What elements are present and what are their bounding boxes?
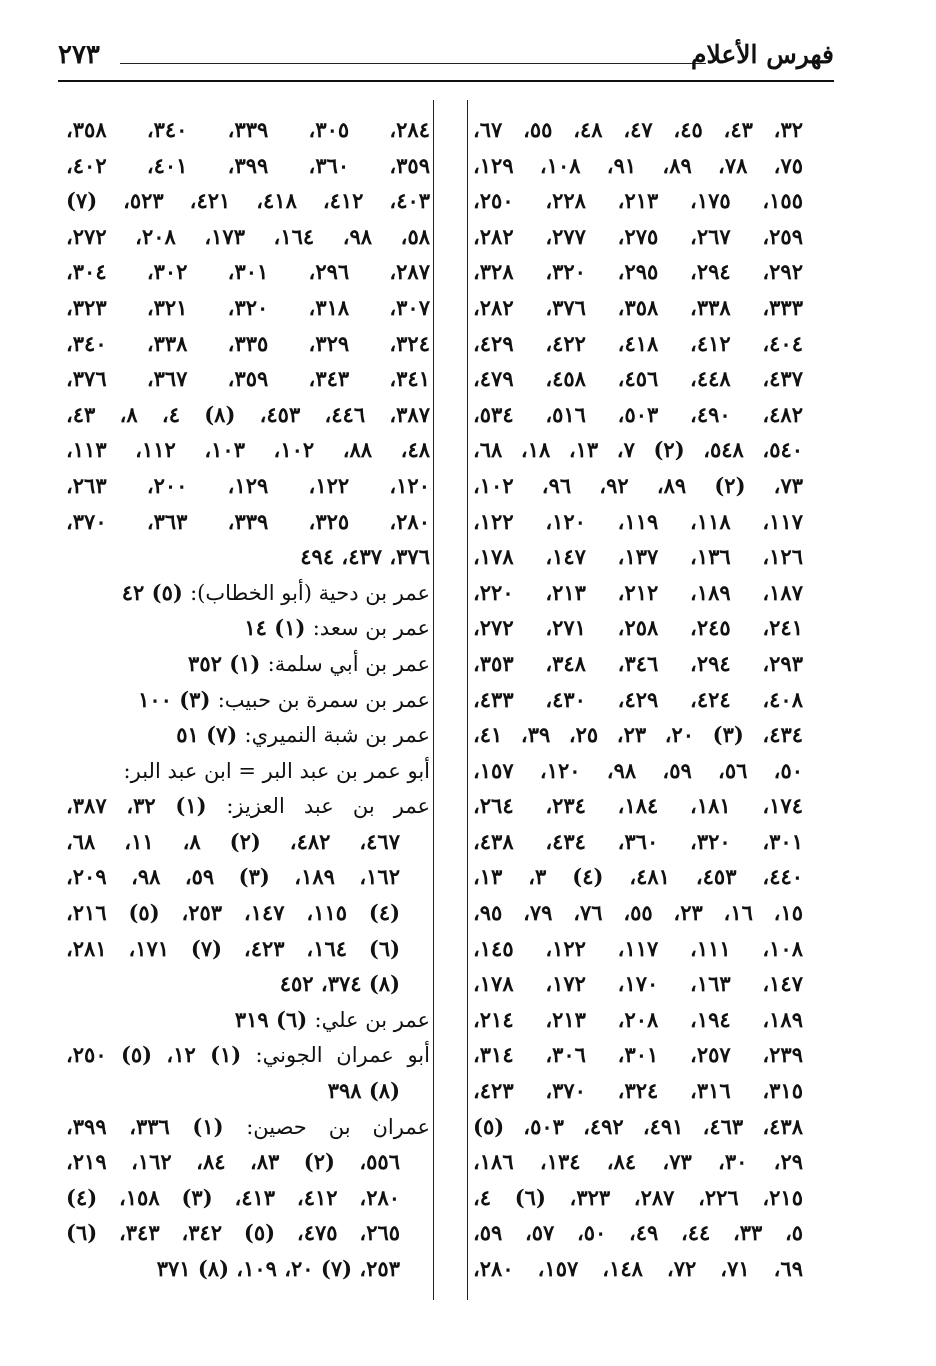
index-line	[473, 1144, 803, 1180]
index-line	[473, 361, 803, 397]
index-line	[473, 1002, 803, 1038]
left-column	[66, 112, 430, 1287]
index-line	[473, 219, 803, 255]
index-line	[473, 148, 803, 184]
page-refs: (٨) ٣٧٤، ٤٥٢	[279, 971, 400, 997]
page-refs: (٣) ١٠٠	[138, 686, 218, 712]
index-line	[473, 1215, 803, 1251]
page-refs: ٢٨٧، ٢٩٦، ٣٠١، ٣٠٢، ٣٠٤،	[66, 259, 430, 285]
entry-name: أبو عمران الجوني:	[255, 1043, 430, 1068]
index-line	[473, 717, 803, 753]
index-line	[66, 717, 430, 753]
page-refs: ٧٣، (٢) ٨٩، ٩٢، ٩٦، ١٠٢،	[473, 472, 803, 498]
index-line	[66, 753, 430, 789]
index-line	[473, 1251, 803, 1287]
index-line	[473, 504, 803, 540]
page-refs: ١٢٦، ١٣٦، ١٣٧، ١٤٧، ١٧٨،	[473, 544, 803, 570]
page-number: ٢٧٣	[58, 40, 100, 70]
page-refs: ٤٠٨، ٤٢٤، ٤٢٩، ٤٣٠، ٤٣٣،	[473, 686, 803, 712]
page-refs: ١٨٧، ١٨٩، ٢١٢، ٢١٣، ٢٢٠،	[473, 579, 803, 605]
page-refs: (١) ١٤	[244, 615, 313, 641]
page-refs: (٨) ٣٩٨	[327, 1078, 400, 1104]
index-line	[473, 966, 803, 1002]
index-line	[66, 1144, 430, 1180]
entry-name: عمر بن دحية (أبو الخطاب):	[190, 580, 430, 605]
page-refs: ١١٧، ١١٨، ١١٩، ١٢٠، ١٢٢،	[473, 508, 803, 534]
entry-name: عمر بن أبي سلمة:	[267, 651, 430, 676]
page-header	[58, 36, 834, 78]
page-refs: (١) ٣٢، ٣٨٧،	[66, 793, 227, 819]
page-refs: ٤٨٢، ٤٩٠، ٥٠٣، ٥١٦، ٥٣٤،	[473, 401, 803, 427]
index-line	[473, 682, 803, 718]
page-refs: ٤٦٧، ٤٨٢، (٢) ٨، ١١، ٦٨،	[66, 828, 400, 854]
page-refs: ٦٩، ٧١، ٧٢، ١٤٨، ١٥٧، ٢٨٠،	[473, 1256, 803, 1281]
index-line	[473, 290, 803, 326]
column-divider-right	[467, 100, 468, 1300]
index-line	[66, 183, 430, 219]
index-line	[66, 824, 430, 860]
page-refs: ١٢٠، ١٢٢، ١٢٩، ٢٠٠، ٢٦٣،	[66, 472, 430, 498]
page-refs: ١٥، ١٦، ٢٣، ٥٥، ٧٦، ٧٩، ٩٥،	[473, 900, 803, 926]
page-refs: ٣٠١، ٣٢٠، ٣٦٠، ٤٣٤، ٤٣٨،	[473, 828, 803, 854]
index-line	[66, 1180, 430, 1216]
index-line	[473, 788, 803, 824]
page-refs: ١٨٩، ١٩٤، ٢٠٨، ٢١٣، ٢١٤،	[473, 1006, 803, 1032]
index-line	[473, 646, 803, 682]
page-refs: ٢٤١، ٢٤٥، ٢٥٨، ٢٧١، ٢٧٢،	[473, 615, 803, 641]
entry-name: أبو عمر بن عبد البر = ابن عبد البر:	[123, 758, 430, 783]
page-refs: ٤٠٤، ٤١٢، ٤١٨، ٤٢٢، ٤٢٩،	[473, 330, 803, 356]
header-rule	[58, 80, 834, 82]
index-line	[473, 112, 803, 148]
page-refs: ٢٩٣، ٢٩٤، ٣٤٦، ٣٤٨، ٣٥٣،	[473, 650, 803, 676]
running-title: فهرس الأعلام	[690, 40, 834, 69]
entry-name: عمر بن علي:	[314, 1007, 430, 1032]
title-rule	[120, 63, 706, 64]
page-refs: ٥٥٦، (٢) ٨٣، ٨٤، ١٦٢، ٢١٩،	[66, 1149, 400, 1175]
index-line	[66, 148, 430, 184]
page-refs: ٤٣٧، ٤٤٨، ٤٥٦، ٤٥٨، ٤٧٩،	[473, 366, 803, 392]
index-line	[66, 504, 430, 540]
page-refs: ٣٠٧، ٣١٨، ٣٢٠، ٣٢١، ٣٢٣،	[66, 294, 430, 320]
index-line	[66, 254, 430, 290]
right-column	[473, 112, 803, 1287]
page-refs: ٢٥٣، (٧) ٢٠، ١٠٩، (٨) ٣٧١	[156, 1256, 400, 1281]
entry-name: عمران بن حصين:	[246, 1114, 430, 1139]
index-line	[66, 468, 430, 504]
index-line	[473, 539, 803, 575]
index-line	[66, 575, 430, 611]
index-line	[66, 1002, 430, 1038]
page-refs: ١٤٧، ١٦٣، ١٧٠، ١٧٢، ١٧٨،	[473, 971, 803, 997]
index-line	[473, 931, 803, 967]
entry-name: عمر بن سعد:	[312, 616, 430, 641]
entry-name: عمر بن شبة النميري:	[244, 723, 430, 748]
page-refs: ٣٧٦، ٤٣٧، ٤٩٤	[300, 544, 430, 570]
page-refs: ٧٥، ٧٨، ٨٩، ٩١، ١٠٨، ١٢٩،	[473, 152, 803, 178]
index-line	[473, 859, 803, 895]
index-line	[473, 1109, 803, 1145]
page-refs: ٣٤١، ٣٤٣، ٣٥٩، ٣٦٧، ٣٧٦،	[66, 366, 430, 392]
index-line	[66, 859, 430, 895]
page-refs: ٣٣٣، ٣٣٨، ٣٥٨، ٣٧٦، ٢٨٢،	[473, 294, 803, 320]
index-line	[66, 1109, 430, 1145]
index-line	[473, 1037, 803, 1073]
index-line	[66, 112, 430, 148]
page-refs: ٤٠٣، ٤١٢، ٤١٨، ٤٢١، ٥٢٣، (٧)	[66, 188, 430, 214]
index-line	[473, 1073, 803, 1109]
index-line	[473, 895, 803, 931]
index-line	[66, 290, 430, 326]
index-line	[66, 539, 430, 575]
index-line	[66, 326, 430, 362]
page-refs: (٦) ٣١٩	[234, 1006, 315, 1032]
page-refs: ٢٦٥، ٤٧٥، (٥) ٣٤٢، ٣٤٣، (٦)	[66, 1220, 401, 1246]
index-line	[66, 1251, 430, 1287]
index-line	[473, 824, 803, 860]
index-line	[473, 1180, 803, 1216]
index-line	[473, 753, 803, 789]
page-refs: ٤٣٨، ٤٦٣، ٤٩١، ٤٩٢، ٥٠٣، (٥)	[473, 1113, 803, 1139]
index-line	[66, 682, 430, 718]
index-line	[66, 361, 430, 397]
index-line	[473, 397, 803, 433]
page-refs: ٥٨، ٩٨، ١٦٤، ١٧٣، ٢٠٨، ٢٧٢،	[66, 223, 430, 249]
column-divider-left	[433, 100, 434, 1300]
page-refs: ٢١٥، ٢٢٦، ٢٨٧، ٣٢٣، (٦) ٤،	[473, 1184, 803, 1210]
page-refs: ١٦٢، ١٨٩، (٣) ٥٩، ٩٨، ٢٠٩،	[66, 864, 400, 890]
entry-name: عمر بن عبد العزيز:	[226, 794, 430, 819]
index-line	[66, 610, 430, 646]
page-refs: ٢٨٤، ٣٠٥، ٣٣٩، ٣٤٠، ٣٥٨،	[66, 117, 430, 142]
page-refs: ٥، ٣٣، ٤٤، ٤٩، ٥٠، ٥٧، ٥٩،	[473, 1220, 803, 1246]
page-refs: ٢٣٩، ٢٥٧، ٣٠١، ٣٠٦، ٣١٤،	[473, 1042, 803, 1068]
entry-name: عمر بن سمرة بن حبيب:	[217, 687, 430, 712]
page-refs: ٥٠، ٥٦، ٥٩، ٩٨، ١٢٠، ١٥٧،	[473, 757, 803, 783]
page-refs: ٤٣٤، (٣) ٢٠، ٢٣، ٢٥، ٣٩، ٤١،	[473, 722, 803, 748]
index-line	[66, 931, 430, 967]
page-refs: ١٧٤، ١٨١، ١٨٤، ٢٣٤، ٢٦٤،	[473, 793, 803, 819]
page-refs: (٤) ١١٥، ١٤٧، ٢٥٣، (٥) ٢١٦،	[66, 900, 401, 926]
index-line	[66, 966, 430, 1002]
page-refs: (٥) ٤٢	[121, 579, 191, 605]
index-line	[473, 326, 803, 362]
index-line	[66, 1073, 430, 1109]
page-refs: ٤٤٠، ٤٥٣، ٤٨١، (٤) ٣، ١٣،	[473, 864, 803, 890]
page-refs: ٤٨، ٨٨، ١٠٢، ١٠٣، ١١٢، ١١٣،	[66, 437, 430, 463]
page-refs: ٢٥٩، ٢٦٧، ٢٧٥، ٢٧٧، ٢٨٢،	[473, 223, 803, 249]
page-refs: ٣٢، ٤٣، ٤٥، ٤٧، ٤٨، ٥٥، ٦٧،	[473, 117, 803, 142]
page-refs: ٣٢٤، ٣٢٩، ٣٣٥، ٣٣٨، ٣٤٠،	[66, 330, 430, 356]
page-refs: ٣١٥، ٣١٦، ٣٢٤، ٣٧٠، ٤٢٣،	[473, 1078, 803, 1104]
index-line	[66, 432, 430, 468]
index-line	[66, 788, 430, 824]
index-line	[473, 183, 803, 219]
page-refs: (١) ٣٥٢	[188, 650, 268, 676]
page-refs: ٢٨٠، ٤١٢، ٤١٣، (٣) ١٥٨، (٤)	[66, 1184, 401, 1210]
index-line	[473, 468, 803, 504]
page-refs: ١٠٨، ١١١، ١١٧، ١٢٢، ١٤٥،	[473, 935, 803, 961]
index-line	[66, 397, 430, 433]
page-refs: (٧) ٥١	[176, 722, 245, 748]
index-line	[66, 1037, 430, 1073]
page-refs: (٦) ١٦٤، ٤٢٣، (٧) ١٧١، ٢٨١،	[66, 935, 401, 961]
page-refs: ٢٩٢، ٢٩٤، ٢٩٥، ٣٢٠، ٣٢٨،	[473, 259, 803, 285]
index-line	[473, 610, 803, 646]
index-line	[66, 646, 430, 682]
page-refs: (١) ٣٣٦، ٣٩٩،	[66, 1113, 247, 1139]
index-line	[66, 895, 430, 931]
page-refs: ٣٨٧، ٤٤٦، ٤٥٣، (٨) ٤، ٨، ٤٣،	[66, 401, 430, 427]
page-refs: ٣٥٩، ٣٦٠، ٣٩٩، ٤٠١، ٤٠٢،	[66, 152, 430, 178]
page-refs: ٥٤٠، ٥٤٨، (٢) ٧، ١٣، ١٨، ٦٨،	[473, 437, 803, 463]
index-line	[473, 254, 803, 290]
index-line	[66, 1215, 430, 1251]
index-line	[473, 575, 803, 611]
page-refs: ١٥٥، ١٧٥، ٢١٣، ٢٢٨، ٢٥٠،	[473, 188, 803, 214]
page-refs: ٢٨٠، ٣٢٥، ٣٣٩، ٣٦٣، ٣٧٠،	[66, 508, 430, 534]
page-refs: ٢٩، ٣٠، ٧٣، ٨٤، ١٣٤، ١٨٦،	[473, 1149, 803, 1175]
index-line	[473, 432, 803, 468]
index-line	[66, 219, 430, 255]
page-refs: (١) ١٢، (٥) ٢٥٠،	[66, 1042, 256, 1068]
